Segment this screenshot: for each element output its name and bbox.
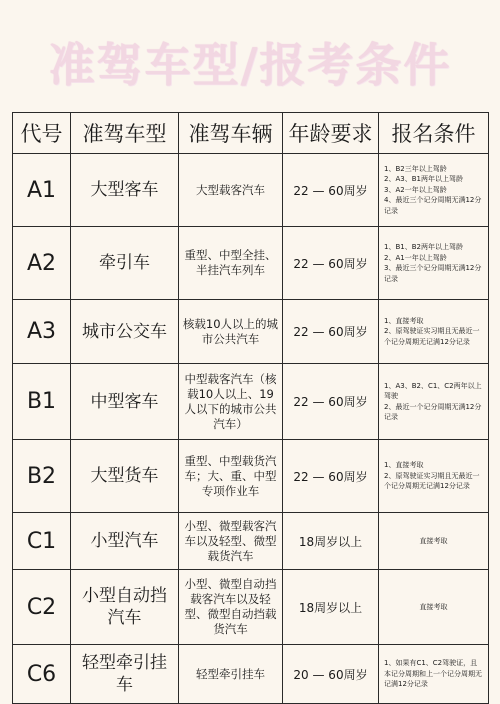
license-vehicle: 小型、微型自动挡载客汽车以及轻型、微型自动挡载货汽车 bbox=[179, 570, 283, 645]
condition-line: 2、最近一个记分周期无满12分记录 bbox=[384, 402, 482, 421]
license-vehicle: 大型载客汽车 bbox=[179, 154, 283, 227]
license-age: 18周岁以上 bbox=[283, 570, 379, 645]
license-type: 大型客车 bbox=[71, 154, 179, 227]
condition-line: 1、B2三年以上驾龄 bbox=[384, 164, 447, 173]
table-row bbox=[13, 440, 489, 513]
condition-line: 4、最近三个记分周期无满12分记录 bbox=[384, 196, 482, 215]
license-age: 20 — 60周岁 bbox=[283, 645, 379, 704]
license-conditions bbox=[379, 300, 489, 364]
header-conditions: 报名条件 bbox=[379, 113, 489, 154]
header-code: 代号 bbox=[13, 113, 71, 154]
license-code: B1 bbox=[13, 364, 71, 440]
license-code: A1 bbox=[13, 154, 71, 227]
license-type: 大型货车 bbox=[71, 440, 179, 513]
license-conditions bbox=[379, 364, 489, 440]
license-conditions bbox=[379, 154, 489, 227]
condition-line: 1、A3、B2、C1、C2两年以上驾驶 bbox=[384, 381, 482, 400]
license-vehicle: 核载10人以上的城市公共汽车 bbox=[179, 300, 283, 364]
license-conditions bbox=[379, 645, 489, 704]
license-conditions bbox=[379, 227, 489, 300]
header-row bbox=[13, 113, 489, 154]
license-type: 轻型牵引挂车 bbox=[71, 645, 179, 704]
table-row bbox=[13, 154, 489, 227]
table-row bbox=[13, 513, 489, 570]
license-type: 小型自动挡汽车 bbox=[71, 570, 179, 645]
condition-line: 2、原驾驶证实习期且无最近一个记分周期无记满12分记录 bbox=[384, 471, 480, 491]
license-type: 小型汽车 bbox=[71, 513, 179, 570]
license-conditions bbox=[379, 440, 489, 513]
license-vehicle: 中型载客汽车（核载10人以上、19人以下的城市公共汽车） bbox=[179, 364, 283, 440]
table-row bbox=[13, 227, 489, 300]
table-row bbox=[13, 645, 489, 704]
license-age: 22 — 60周岁 bbox=[283, 300, 379, 364]
license-code: C6 bbox=[13, 645, 71, 704]
license-age: 22 — 60周岁 bbox=[283, 440, 379, 513]
license-vehicle: 重型、中型载货汽车；大、重、中型专项作业车 bbox=[179, 440, 283, 513]
condition-line: 1、直接考取 bbox=[384, 316, 424, 325]
table-row bbox=[13, 300, 489, 364]
condition-line: 直接考取 bbox=[419, 536, 448, 545]
license-vehicle: 小型、微型载客汽车以及轻型、微型载货汽车 bbox=[179, 513, 283, 570]
condition-line: 2、A1一年以上驾龄 bbox=[384, 253, 447, 262]
license-code: A3 bbox=[13, 300, 71, 364]
license-code: A2 bbox=[13, 227, 71, 300]
table-row bbox=[13, 364, 489, 440]
header-vehicle: 准驾车辆 bbox=[179, 113, 283, 154]
license-type: 牵引车 bbox=[71, 227, 179, 300]
page-title: 准驾车型/报考条件 bbox=[48, 38, 452, 92]
license-table bbox=[12, 112, 489, 704]
license-age: 22 — 60周岁 bbox=[283, 227, 379, 300]
license-code: C2 bbox=[13, 570, 71, 645]
license-type: 城市公交车 bbox=[71, 300, 179, 364]
condition-line: 2、原驾驶证实习期且无最近一个记分周期无记满12分记录 bbox=[384, 327, 480, 346]
license-code: B2 bbox=[13, 440, 71, 513]
license-type: 中型客车 bbox=[71, 364, 179, 440]
condition-line: 1、B1、B2两年以上驾龄 bbox=[384, 243, 463, 251]
license-age: 22 — 60周岁 bbox=[283, 154, 379, 227]
license-conditions bbox=[379, 570, 489, 645]
header-age: 年龄要求 bbox=[283, 113, 379, 154]
license-age: 22 — 60周岁 bbox=[283, 364, 379, 440]
license-vehicle: 重型、中型全挂、半挂汽车列车 bbox=[179, 227, 283, 300]
condition-line: 3、A2一年以上驾龄 bbox=[384, 185, 447, 194]
license-vehicle: 轻型牵引挂车 bbox=[179, 645, 283, 704]
table-row bbox=[13, 570, 489, 645]
header-type: 准驾车型 bbox=[71, 113, 179, 154]
condition-line: 3、最近三个记分周期无满12分记录 bbox=[384, 264, 482, 283]
condition-line: 直接考取 bbox=[419, 602, 448, 611]
license-code: C1 bbox=[13, 513, 71, 570]
condition-line: 2、A3、B1两年以上驾龄 bbox=[384, 175, 463, 184]
license-conditions bbox=[379, 513, 489, 570]
license-age: 18周岁以上 bbox=[283, 513, 379, 570]
condition-line: 1、如果有C1、C2驾驶证，且本记分周期和上一个记分周期无记满12分记录 bbox=[384, 659, 482, 689]
condition-line: 1、直接考取 bbox=[384, 461, 424, 470]
